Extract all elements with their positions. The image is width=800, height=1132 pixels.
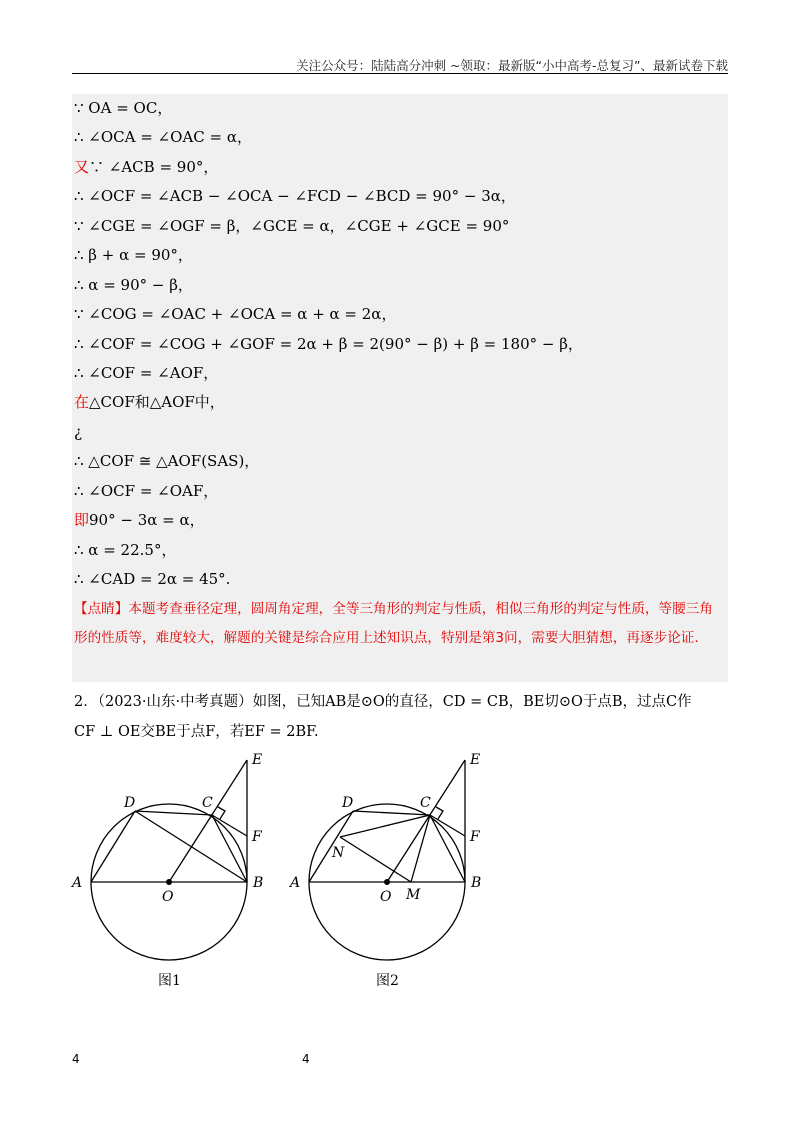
segment-dc <box>135 811 212 815</box>
solution-line: 在△COF和△AOF中， <box>74 393 225 411</box>
red-prefix: 在 <box>74 393 90 411</box>
solution-line: ∵ ∠COG = ∠OAC + ∠OCA = α + α = 2α， <box>74 305 397 323</box>
solution-line: 又∵ ∠ACB = 90°， <box>74 158 219 176</box>
segment-oe <box>169 760 247 882</box>
solution-line: ∴ ∠COF = ∠COG + ∠GOF = 2α + β = 2(90° − β) + β = 180° − β， <box>74 335 583 353</box>
segment-ad <box>309 811 353 882</box>
label-c: C <box>202 795 213 811</box>
red-prefix: 即 <box>74 511 90 529</box>
question-line-2: CF ⊥ OE交BE于点F，若EF = 2BF. <box>74 724 319 740</box>
label-b: B <box>253 875 264 891</box>
solution-line: ∴ △COF ≅ △AOF(SAS)， <box>74 452 260 470</box>
page-number-left: 4 <box>72 1052 80 1066</box>
label-f: F <box>252 829 262 845</box>
label-a: A <box>72 875 83 891</box>
solution-line: ∴ ∠CAD = 2α = 45°. <box>74 570 231 588</box>
segment-nc <box>340 815 430 837</box>
solution-line: ∴ α = 90° − β， <box>74 276 193 294</box>
segment-db <box>135 811 247 882</box>
solution-line: ¿ <box>74 423 83 441</box>
key-point-comment: 【点睛】本题考查垂径定理，圆周角定理，全等三角形的判定与性质，相似三角形的判定与性质，等腰三角形的性质等，难度较大，解题的关键是综合应用上述知识点，特别是第3问，需要大胆猜想，再逐步论证. <box>74 601 713 646</box>
solution-line: ∴ ∠COF = ∠AOF， <box>74 364 219 382</box>
red-prefix: 又 <box>74 158 90 176</box>
segment-mc <box>411 815 430 882</box>
solution-line: ∴ α = 22.5°， <box>74 541 177 559</box>
solution-block <box>72 94 728 682</box>
solution-line: ∴ ∠OCA = ∠OAC = α， <box>74 128 253 146</box>
solution-line: ∴ ∠OCF = ∠OAF， <box>74 482 219 500</box>
center-point <box>384 879 390 885</box>
label-d: D <box>124 795 136 811</box>
figure-2-caption: 图2 <box>376 973 399 989</box>
figure-1 <box>60 745 300 995</box>
label-d: D <box>342 795 354 811</box>
label-o: O <box>380 889 392 905</box>
label-c: C <box>420 795 431 811</box>
solution-line: ∵ OA = OC， <box>74 99 173 117</box>
figure-2 <box>278 745 518 995</box>
solution-line: ∴ ∠OCF = ∠ACB − ∠OCA − ∠FCD − ∠BCD = 90° − 3α， <box>74 187 516 205</box>
figure-1-caption: 图1 <box>158 973 181 989</box>
right-angle-mark <box>218 807 225 819</box>
segment-oe <box>387 760 465 882</box>
label-a: A <box>290 875 301 891</box>
label-e: E <box>470 752 481 768</box>
label-b: B <box>471 875 482 891</box>
label-f: F <box>470 829 480 845</box>
label-n: N <box>332 845 345 861</box>
page-number-right: 4 <box>302 1052 310 1066</box>
segment-nm <box>340 837 411 882</box>
solution-line: 即90° − 3α = α， <box>74 511 205 529</box>
label-m: M <box>406 887 421 903</box>
segment-ad <box>91 811 135 882</box>
solution-line: ∴ β + α = 90°， <box>74 246 193 264</box>
header-divider <box>72 73 728 74</box>
label-e: E <box>252 752 263 768</box>
right-angle-mark <box>436 807 443 819</box>
solution-line: ∵ ∠CGE = ∠OGF = β，∠GCE = α，∠CGE + ∠GCE = 90° <box>74 217 510 235</box>
center-point <box>166 879 172 885</box>
question-line-1: 2．（2023·山东·中考真题）如图，已知AB是⊙O的直径，CD = CB，BE切⊙O于点B，过点C作 <box>74 694 692 710</box>
label-o: O <box>162 889 174 905</box>
page-header: 关注公众号：陆陆高分冲刺 ~领取：最新版“小中高考-总复习”、最新试卷下载 <box>296 58 728 73</box>
segment-dc <box>353 811 430 815</box>
